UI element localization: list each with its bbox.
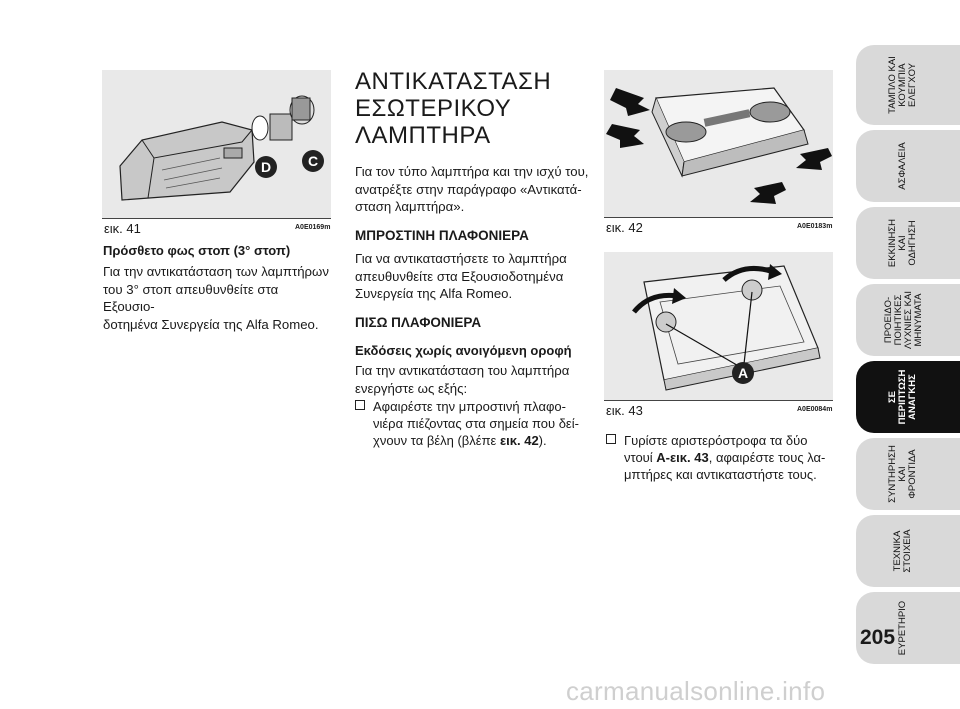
- tab-emergency[interactable]: [856, 361, 960, 433]
- tab-label-line: ΕΥΡΕΤΗΡΙΟ: [897, 600, 908, 656]
- watermark: carmanualsonline.info: [566, 676, 826, 706]
- figure-42: [604, 70, 833, 218]
- variant-line: Για την αντικατάσταση του λαμπτήρα: [355, 363, 570, 378]
- callout-d: D: [255, 156, 277, 178]
- bullet-line: , αφαιρέστε τους λα-: [708, 450, 826, 465]
- left-line: του 3° στοπ απευθυνθείτε στα Εξουσιο-: [103, 281, 279, 314]
- tab-maintenance[interactable]: [856, 438, 960, 510]
- page-number: 205: [860, 626, 896, 649]
- figure-43-label: εικ. 43: [606, 403, 643, 418]
- rear-heading: ΠΙΣΩ ΠΛΑΦΟΝΙΕΡΑ: [355, 315, 482, 330]
- bullet-line: ντουί: [624, 450, 657, 465]
- tab-label-line: ΚΑΙ: [897, 235, 908, 251]
- bullet-line: χνουν τα βέλη (βλέπε: [373, 433, 500, 448]
- left-line: δοτημένα Συνεργεία της Alfa Romeo.: [103, 316, 319, 332]
- variant-heading: Εκδόσεις χωρίς ανοιγόμενη οροφή: [355, 343, 572, 358]
- tab-safety[interactable]: [856, 130, 960, 202]
- tab-label-line: ΕΛΕΓΧΟΥ: [907, 63, 918, 108]
- section-title-line: ΕΣΩΤΕΡΙΚΟΥ: [355, 95, 512, 122]
- callout-a: A: [732, 362, 754, 384]
- checkbox-icon: [606, 434, 616, 444]
- figure-41-illustration: [102, 70, 331, 218]
- figure-43-code: A0E0084m: [797, 406, 833, 413]
- bullet-line: Γυρίστε αριστερόστροφα τα δύο: [624, 433, 808, 448]
- left-line: Για την αντικατάσταση των λαμπτήρων: [103, 264, 329, 279]
- bullet-figure-ref: A-εικ. 43: [656, 450, 709, 465]
- front-heading: ΜΠΡΟΣΤΙΝΗ ΠΛΑΦΟΝΙΕΡΑ: [355, 228, 529, 243]
- tab-label-line: ΠΕΡΙΠΤΩΣΗ: [897, 369, 908, 425]
- tab-label-line: ΜΗΝΥΜΑΤΑ: [913, 293, 924, 347]
- figure-41-code: A0E0169m: [295, 224, 331, 231]
- figure-42-label: εικ. 42: [606, 220, 643, 235]
- tab-label-line: ΣΥΝΤΗΡΗΣΗ: [887, 445, 898, 503]
- tab-label-line: ΕΚΚΙΝΗΣΗ: [887, 218, 898, 268]
- front-line: Συνεργεία της Alfa Romeo.: [355, 286, 513, 301]
- checkbox-icon: [355, 400, 365, 410]
- tab-label-line: ΛΥΧΝΙΕΣ ΚΑΙ: [903, 291, 914, 349]
- bullet-rotate-sockets: [606, 432, 841, 483]
- bullet-figure-ref: εικ. 42: [499, 433, 539, 448]
- callout-c: C: [302, 150, 324, 172]
- tab-label-line: ΤΑΜΠΛΟ ΚΑΙ: [887, 56, 898, 114]
- tab-technical-data[interactable]: [856, 515, 960, 587]
- figure-42-code: A0E0183m: [797, 223, 833, 230]
- bullet-line: μπτήρες και αντικαταστήστε τους.: [624, 467, 817, 482]
- tab-label-line: ΣΤΟΙΧΕΙΑ: [902, 529, 913, 573]
- variant-paragraph: [355, 362, 590, 397]
- section-title: [355, 68, 551, 149]
- tab-dashboard-controls[interactable]: [856, 45, 960, 125]
- tab-label-line: ΚΟΥΜΠΙΑ: [897, 63, 908, 107]
- figure-43: [604, 252, 833, 401]
- left-subtitle: Πρόσθετο φως στοπ (3° στοπ): [103, 243, 291, 258]
- tab-label-line: ΑΝΑΓΚΗΣ: [907, 374, 918, 420]
- tab-label-line: ΑΣΦΑΛΕΙΑ: [897, 142, 908, 190]
- figure-41: [102, 70, 331, 219]
- tab-label-line: ΤΕΧΝΙΚΑ: [892, 530, 903, 572]
- bullet-remove-front: [355, 398, 595, 449]
- intro-line: Για τον τύπο λαμπτήρα και την ισχύ του,: [355, 164, 589, 179]
- front-line: απευθυνθείτε στα Εξουσιοδοτημένα: [355, 268, 564, 284]
- bullet-line: Αφαιρέστε την μπροστινή πλαφο-: [373, 399, 566, 414]
- variant-line: ενεργήστε ως εξής:: [355, 380, 468, 396]
- left-paragraph: [103, 263, 333, 333]
- bullet-end: ).: [538, 433, 547, 448]
- section-title-line: ΛΑΜΠΤΗΡΑ: [355, 122, 491, 149]
- intro-paragraph: [355, 163, 590, 216]
- figure-41-label: εικ. 41: [104, 221, 141, 236]
- tab-label-line: ΦΡΟΝΤΙΔΑ: [907, 449, 918, 499]
- tab-label-line: ΠΡΟΕΙΔΟ-: [883, 296, 894, 344]
- tab-label-line: ΠΟΙΗΤΙΚΕΣ: [893, 294, 904, 346]
- intro-line: σταση λαμπτήρα».: [355, 199, 465, 214]
- figure-42-illustration: [604, 70, 833, 217]
- tab-label-line: ΣΕ: [887, 390, 898, 404]
- tab-label-line: ΚΑΙ: [897, 466, 908, 482]
- section-title-line: ΑΝΤΙΚΑΤΑΣΤΑΣΗ: [355, 68, 552, 95]
- tab-label-line: ΟΔΗΓΗΣΗ: [907, 220, 918, 266]
- tab-starting-driving[interactable]: [856, 207, 960, 279]
- bullet-line: νιέρα πιέζοντας στα σημεία που δεί-: [373, 416, 579, 431]
- front-line: Για να αντικαταστήσετε το λαμπτήρα: [355, 251, 567, 266]
- front-paragraph: [355, 250, 590, 303]
- figure-43-illustration: [604, 252, 833, 400]
- intro-line: ανατρέξτε στην παράγραφο «Αντικατά-: [355, 181, 582, 197]
- tab-warning-lights[interactable]: [856, 284, 960, 356]
